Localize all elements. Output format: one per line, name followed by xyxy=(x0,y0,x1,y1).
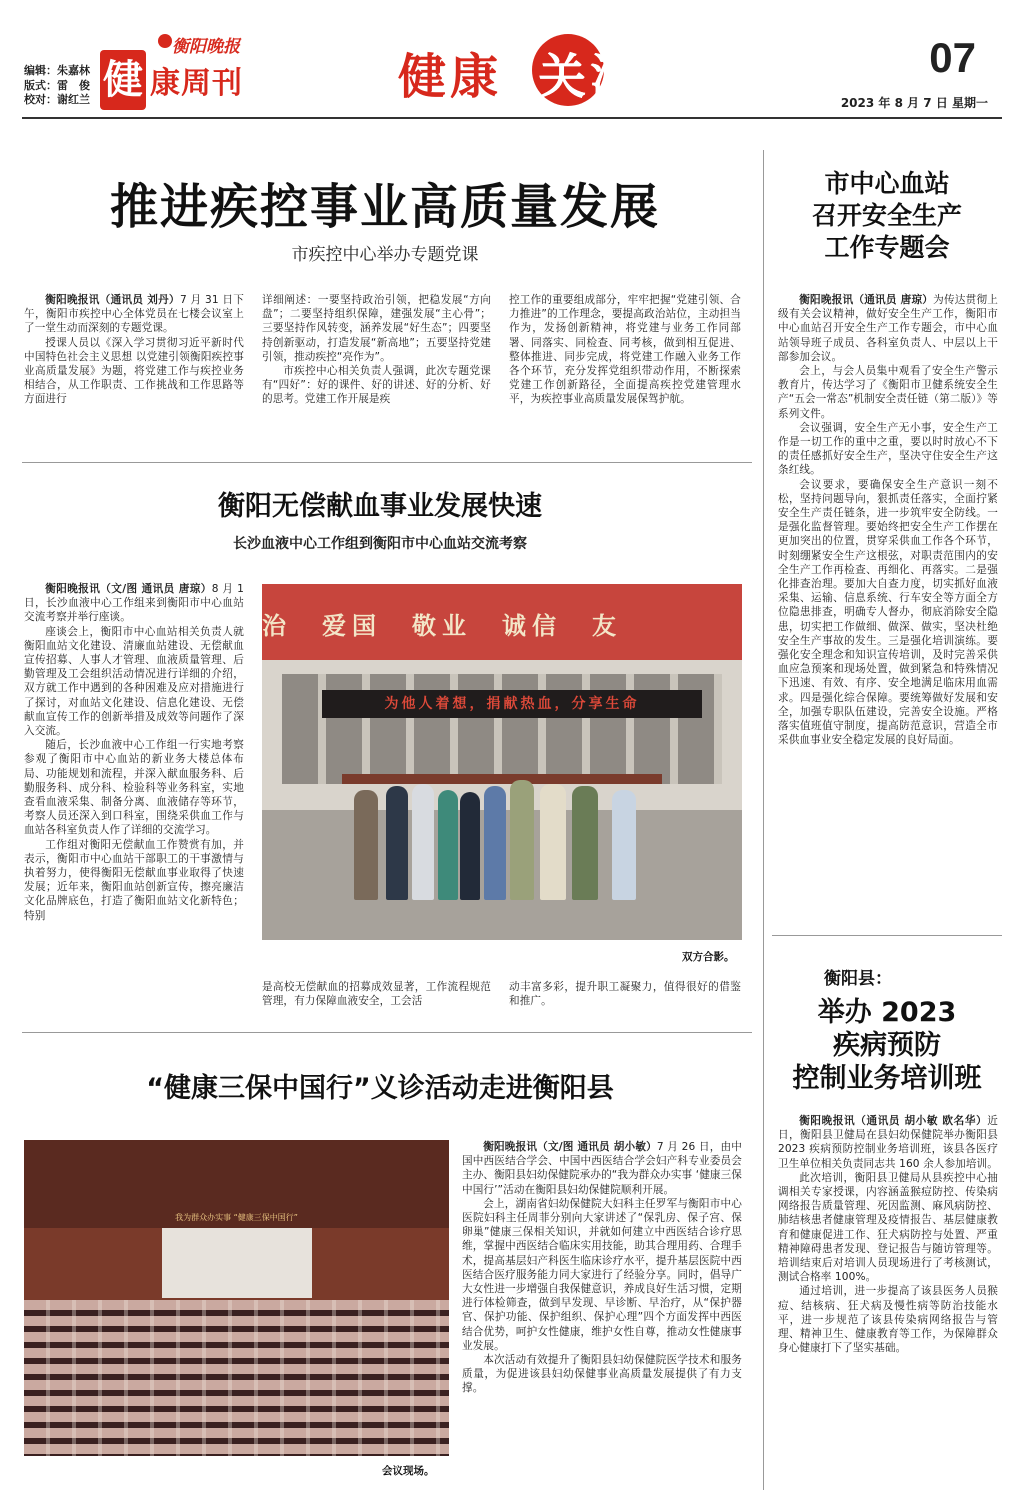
article3-headline: “健康三保中国行”义诊活动走进衡阳县 xyxy=(146,1073,614,1104)
group-photo-caption: 双方合影。 xyxy=(682,951,735,963)
meeting-photo-caption: 会议现场。 xyxy=(382,1465,435,1477)
right-column-divider xyxy=(763,150,764,1490)
article2-col3 xyxy=(509,980,741,1008)
byline: 衡阳晚报讯（通讯员 胡小敏 欧名华） xyxy=(799,1115,988,1127)
paragraph: 控工作的重要组成部分，牢牢把握“党建引领、合力推进”的工作理念，要提高政治站位，主动担当作为，发扬创新精神，将党建与业务工作同部署、同落实、同检查、同考核，做到相互促进、整体推进、同步完成，将党建工作融入业务工作各个环节，充分发挥党组织带动作用，不断探索党建工作创新路径，全面提高疾控党建管理水平，为疾控事业高质量发展保驾护航。 xyxy=(509,294,741,406)
supplement-logo-big-char: 健 xyxy=(100,50,146,110)
byline: 衡阳晚报讯（通讯员 唐琼） xyxy=(799,294,934,306)
paragraph: 市疾控中心相关负责人强调，此次专题党课有“四好”：好的课件、好的讲述、好的分析、好的思考。党建工作开展是疾 xyxy=(262,365,491,406)
paragraph: 通过培训，进一步提高了该县医务人员猴痘、结核病、狂犬病及慢性病等防治技能水平，进一步规范了该县传染病网络报告与管理、精神卫生、健康教育等工作，为保障群众身心健康打下了坚实基础。 xyxy=(778,1285,998,1355)
headline-line: 市中心血站 xyxy=(824,169,950,198)
layout-line: 版式：雷 俊 xyxy=(24,78,90,92)
byline: 衡阳晚报讯（文/图 通讯员 唐琼） xyxy=(45,583,212,595)
meeting-photo xyxy=(24,1140,449,1456)
editor-line: 编辑：朱嘉林 xyxy=(24,64,90,77)
article2-headline: 衡阳无偿献血事业发展快速 xyxy=(218,491,542,522)
article1-divider xyxy=(22,462,752,463)
article2-col1 xyxy=(24,582,244,923)
paragraph: 8 月 1 日，长沙血液中心工作组来到衡阳市中心血站交流考察并举行座谈。 xyxy=(24,583,244,624)
article5-kicker: 衡阳县： xyxy=(824,969,892,989)
headline-line: 控制业务培训班 xyxy=(792,1063,982,1094)
headline-line: 工作专题会 xyxy=(824,233,950,262)
supplement-logo-rest: 康周刊 xyxy=(150,66,243,101)
headline-line: 召开安全生产 xyxy=(811,201,962,230)
article4-body xyxy=(778,293,998,748)
paragraph: 随后，长沙血液中心工作组一行实地考察参观了衡阳市中心血站的新业务大楼总体布局、功能规划和流程，并深入献血服务科、后勤服务科、成分科、检验科等业务科室，实地查看血液采集、制备分离、血液储存等环节，考察人员还深入到口科室，围绕采供血工作与血站各科室负责人作了详细的交流学习。 xyxy=(24,739,244,837)
masthead-divider xyxy=(22,117,1002,119)
article1-headline: 推进疾控事业高质量发展 xyxy=(109,179,660,235)
paragraph: 近日，衡阳县卫健局在县妇幼保健院举办衡阳县 2023 疾病预防控制业务培训班，该县各医疗卫生单位相关负责同志共 160 余人参加培训。 xyxy=(778,1115,998,1170)
supplement-logo xyxy=(100,30,280,112)
paragraph: 授课人员以《深入学习贯彻习近平新时代中国特色社会主义思想 以党建引领衡阳疾控事业高质量发展》为题，将党建工作与疾控业务相结合，从工作职责、工作挑战和工作思路等方面进行 xyxy=(24,336,244,406)
article2-divider xyxy=(22,1032,752,1033)
supplement-logo-mark xyxy=(158,34,172,48)
paragraph: 7 月 26 日，由中国中西医结合学会、中国中西医结合学会妇产科专业委员会主办、衡阳县妇幼保健院承办的“我为群众办实事 ‘健康三保中国行’”活动在衡阳县妇幼保健院顺利开展。 xyxy=(462,1141,742,1196)
paragraph: 是高校无偿献血的招募成效显著，工作流程规范管理，有力保障血液安全，工会活 xyxy=(262,981,491,1008)
article5-body xyxy=(778,1114,998,1355)
paragraph: 7 月 31 日下午，衡阳市疾控中心全体党员在七楼会议室上了一堂生动而深刻的专题党课。 xyxy=(24,294,244,335)
article1-subhead: 市疾控中心举办专题党课 xyxy=(291,245,479,265)
group-photo xyxy=(262,584,742,940)
paragraph: 此次培训，衡阳县卫健局从县疾控中心抽调相关专家授课，内容涵盖猴痘防控、传染病网络报告质量管理、死因监测、麻风病防控、肺结核患者健康管理及疫情报告、基层健康教育和健康促进工作、狂犬病防控与处置、严重精神障碍患者发现、登记报告与随访管理等。培训结束后对培训人员现场进行了考核测试，测试合格率 100%。 xyxy=(778,1171,998,1284)
article4-headline xyxy=(772,168,1002,264)
article1-col3 xyxy=(509,293,741,407)
paragraph: 会上，与会人员集中观看了安全生产警示教育片，传达学习了《衡阳市卫健系统安全生产“五会一常态”机制安全责任链（第二版）》等系列文件。 xyxy=(778,365,998,420)
article2-subhead: 长沙血液中心工作组到衡阳市中心血站交流考察 xyxy=(233,536,527,552)
paragraph: 会上，湖南省妇幼保健院大妇科主任罗军与衡阳市中心医院妇科主任周菲分别向大家讲述了“保乳房、保子宫、保卵巢”健康三保相关知识，并就如何建立中西医结合诊疗思维，掌握中西医结合临床实用技能，助其合理用药、合理手术，提高基层妇产科医生临床诊疗水平，提升基层医院中西医结合医疗服务能力同大家进行了经验分享。同时，倡导广大女性进一步增强自我保健意识，养成良好生活习惯，定期进行体检筛查，做到早发现、早诊断、早治疗，从“保护器官、保护功能、保护组织、保护心理”四个方面发挥中西医结合优势，呵护女性健康，维护女性自尊，推动女性健康事业发展。 xyxy=(462,1197,742,1352)
newspaper-logo-text: 衡阳晚报 xyxy=(172,37,240,57)
editor-credits xyxy=(24,64,90,108)
proofreader-line: 校对：谢红兰 xyxy=(24,93,90,106)
paragraph: 本次活动有效提升了衡阳县妇幼保健院医学技术和服务质量，为促进该县妇幼保健事业高质量发展提供了有力支撑。 xyxy=(462,1354,742,1395)
byline: 衡阳晚报讯（文/图 通讯员 胡小敏） xyxy=(483,1141,657,1153)
section-title-focus: 关注 xyxy=(538,49,643,105)
paragraph: 为传达贯彻上级有关会议精神，做好安全生产工作，衡阳市中心血站召开安全生产工作专题会，市中心血站领导班子成员、各科室负责人、中层以上干部参加会议。 xyxy=(778,294,998,363)
issue-date: 2023 年 8 月 7 日 星期一 xyxy=(840,96,988,110)
paragraph: 详细阐述：一要坚持政治引领，把稳发展“方向盘”；二要坚持组织保障，建强发展“主心骨”；三要坚持作风转变，涵养发展“好生态”；四要坚持创新驱动，打造发展“新高地”；五要坚持党建引领，推动疾控“亮作为”。 xyxy=(262,294,491,363)
page-number: 07 xyxy=(929,34,976,81)
photo-wall-sign: 治 爱国 敬业 诚信 友 xyxy=(262,612,622,640)
article5-headline xyxy=(772,996,1002,1095)
photo-banner: 为他人着想，捐献热血，分享生命 xyxy=(322,690,702,718)
byline: 衡阳晚报讯（通讯员 刘丹） xyxy=(45,294,180,306)
section-title-health: 健康 xyxy=(398,49,503,105)
paragraph: 座谈会上，衡阳市中心血站相关负责人就衡阳血站文化建设、清廉血站建设、无偿献血宣传招募、人事人才管理、血液质量管理、后勤管理及工会组织活动情况进行详细的介绍，双方就工作中遇到的各种困难及应对措施进行了探讨，对血站文化建设、信息化建设、无偿献血宣传工作的创新举措及成效等问题作了深入交流。 xyxy=(24,625,244,738)
meeting-screen-text: 我为群众办实事 “健康三保中国行” xyxy=(175,1213,298,1222)
paragraph: 动丰富多彩，提升职工凝聚力，值得很好的借鉴和推广。 xyxy=(509,981,741,1008)
article1-col2 xyxy=(262,293,491,407)
article3-body xyxy=(462,1140,742,1396)
section-title xyxy=(398,34,698,110)
article2-col2 xyxy=(262,980,491,1008)
right-column-section-divider xyxy=(772,935,1002,936)
article1-col1 xyxy=(24,293,244,407)
paragraph: 会议要求，要确保安全生产意识一刻不松，坚持问题导向，狠抓责任落实，全面拧紧安全生产责任链条，进一步筑牢安全防线。一是强化监督管理。要始终把安全生产工作摆在更加突出的位置，贯穿采供血工作各个环节，时刻绷紧安全生产这根弦，对职责范围内的安全生产工作再检查、再细化、再落实。二是强化排查治理。要加大自查力度，切实抓好血液采集、运输、信息系统、行车安全等方面全方位隐患排查，明确专人督办，彻底消除安全隐患，切实把工作做细、做深、做实，坚决杜绝安全生产事故的发生。三是强化培训演练。要强化安全理念和知识宣传培训，及时完善采供血应急预案和现场处置，做到紧急和特殊情况下迅速、有效、有序、安全地满足临床用血需求。四是强化综合保障。要统筹做好发展和安全，加强专职队伍建设，完善安全设施。严格落实值班值守制度，提高防范意识，营造全市采供血事业安全稳定发展的良好局面。 xyxy=(778,478,998,747)
paragraph: 会议强调，安全生产无小事，安全生产工作是一切工作的重中之重，要以时时放心不下的责任感抓好安全生产，坚决守住安全生产这条红线。 xyxy=(778,421,998,477)
headline-line: 举办 2023 xyxy=(817,997,957,1028)
paragraph: 工作组对衡阳无偿献血工作赞赏有加，并表示，衡阳市中心血站干部职工的干事激情与执着努力，使得衡阳无偿献血事业取得了快速发展；近年来，衡阳血站创新宣传，擦亮廉洁文化品牌底色，打造了衡阳血站文化新特色；特别 xyxy=(24,838,244,922)
headline-line: 疾病预防 xyxy=(833,1030,941,1061)
